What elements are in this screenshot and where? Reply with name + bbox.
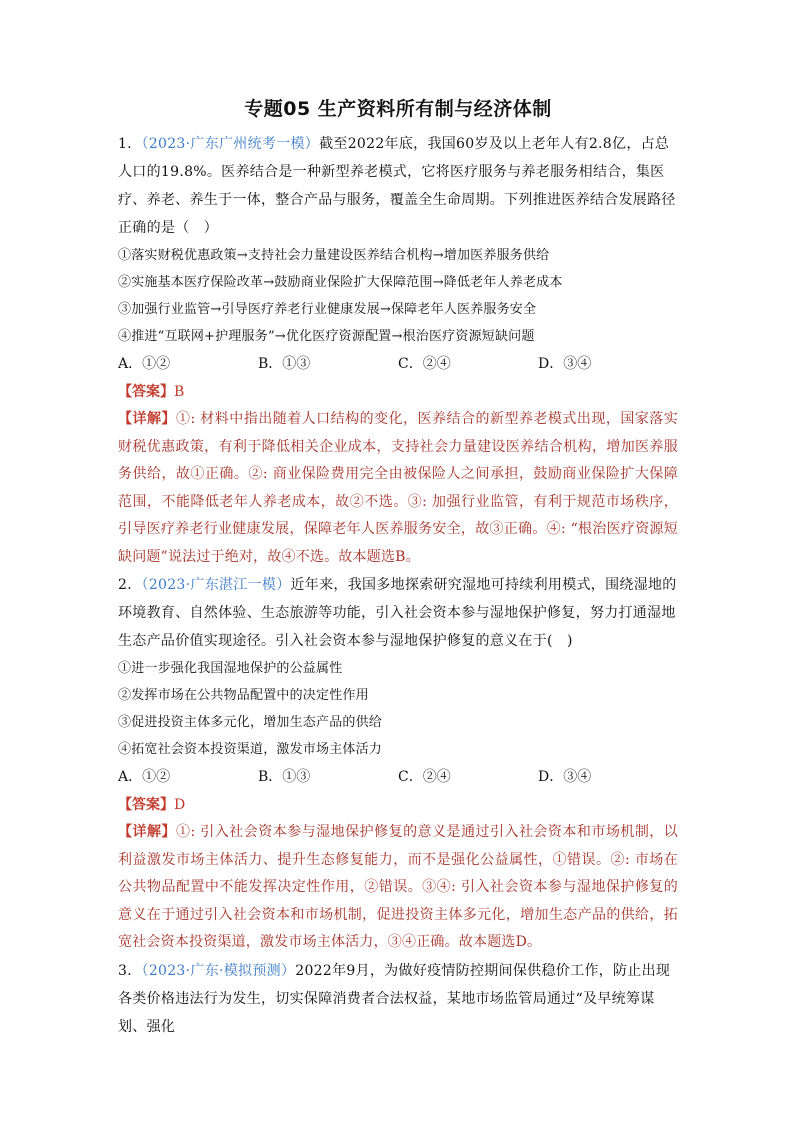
option-item: ④推进“互联网+护理服务”→优化医疗资源配置→根治医疗资源短缺问题 <box>118 329 535 344</box>
choice-d: D．③④ <box>538 356 592 372</box>
detail-label: 【详解】 <box>118 824 176 840</box>
detail-text: ①: 引入社会资本参与湿地保护修复的意义是通过引入社会资本和市场机制，以利益激发市场主体活力、提升生态修复能力，而不是强化公益属性，①错误。②: 市场在公共物品配置中不能发挥决定性作用，②错误。③④: 引入社会资本参与湿地保护修复的意义在于通过引入社会资本和市场机制，促进投资主体多元化，增加生态产品的供给，拓宽社会资本投资渠道，激发市场主体活力，③④正确。故本题选D。 <box>118 824 678 950</box>
question-text: 截至2022年底，我国60岁及以上老年人有2.8亿，占总人口的19.8%。医养结合是一种新型养老模式，它将医疗服务与养老服务相结合，集医疗、养老、养生于一体，整合产品与服务，覆盖全生命周期。下列推进医养结合发展路径正确的是（ ） <box>118 136 676 236</box>
question-source: （2023·广东·模拟预测） <box>141 962 296 979</box>
answer-line <box>118 791 678 819</box>
detail-explanation <box>118 406 678 571</box>
option-item: ①进一步强化我国湿地保护的公益属性 <box>118 661 343 676</box>
option-item: ①落实财税优惠政策→支持社会力量建设医养结合机构→增加医养服务供给 <box>118 248 550 263</box>
answer-line <box>118 378 678 406</box>
page-title: 专题05 生产资料所有制与经济体制 <box>244 98 552 120</box>
question-text: 近年来，我国多地探索研究湿地可持续利用模式，围绕湿地的环境教育、自然体验、生态旅游等功能，引入社会资本参与湿地保护修复，努力打通湿地生态产品价值实现途径。引入社会资本参与湿地保护修复的意义在于( ) <box>118 577 677 649</box>
question-1 <box>118 130 678 571</box>
answer-label: 【答案】 <box>118 797 174 813</box>
choice-c: C．②④ <box>398 356 451 372</box>
answer-value: B <box>174 384 185 400</box>
choice-row <box>118 350 678 378</box>
question-stem <box>118 130 678 242</box>
question-number: 2． <box>118 577 142 593</box>
question-number: 1． <box>118 136 142 152</box>
option-item: ③加强行业监管→引导医疗养老行业健康发展→保障老年人医养服务安全 <box>118 302 537 317</box>
question-stem <box>118 571 678 655</box>
choice-a: A．①② <box>118 769 171 785</box>
question-2 <box>118 571 678 957</box>
question-text: 2022年9月，为做好疫情防控期间保供稳价工作，防止出现各类价格违法行为发生，切实保障消费者合法权益，某地市场监管局通过“及早统筹谋划、强化 <box>118 962 671 1035</box>
question-source: （2023·广东湛江一模） <box>141 577 291 593</box>
detail-label: 【详解】 <box>118 411 176 427</box>
question-number: 3． <box>118 962 142 979</box>
detail-explanation <box>118 819 678 957</box>
option-item: ③促进投资主体多元化，增加生态产品的供给 <box>118 715 383 730</box>
question-source: （2023·广东广州统考一模） <box>141 136 320 152</box>
choice-b: B．①③ <box>258 769 311 785</box>
choice-row <box>118 763 678 791</box>
detail-text: ①: 材料中指出随着人口结构的变化，医养结合的新型养老模式出现，国家落实财税优惠政策，有利于降低相关企业成本，支持社会力量建设医养结合机构，增加医养服务供给，故①正确。②: 商业保险费用完全由被保险人之间承担，鼓励商业保险扩大保障范围，不能降低老年人养老成本，故②不选。③: 加强行业监管，有利于规范市场秩序，引导医疗养老行业健康发展，保障老年人医养服务安全，故③正确。④: “根治医疗资源短缺问题”说法过于绝对，故④不选。故本题选B。 <box>118 411 678 565</box>
choice-c: C．②④ <box>398 769 451 785</box>
choice-a: A．①② <box>118 356 171 372</box>
option-item: ②实施基本医疗保险改革→鼓励商业保险扩大保障范围→降低老年人养老成本 <box>118 275 563 290</box>
question-stem <box>118 957 678 1041</box>
answer-value: D <box>174 797 186 813</box>
document-page <box>118 96 678 1041</box>
choice-b: B．①③ <box>258 356 311 372</box>
option-item: ②发挥市场在公共物品配置中的决定性作用 <box>118 688 369 703</box>
option-item: ④拓宽社会资本投资渠道，激发市场主体活力 <box>118 742 383 757</box>
question-3 <box>118 957 678 1041</box>
answer-label: 【答案】 <box>118 384 174 400</box>
choice-d: D．③④ <box>538 769 592 785</box>
